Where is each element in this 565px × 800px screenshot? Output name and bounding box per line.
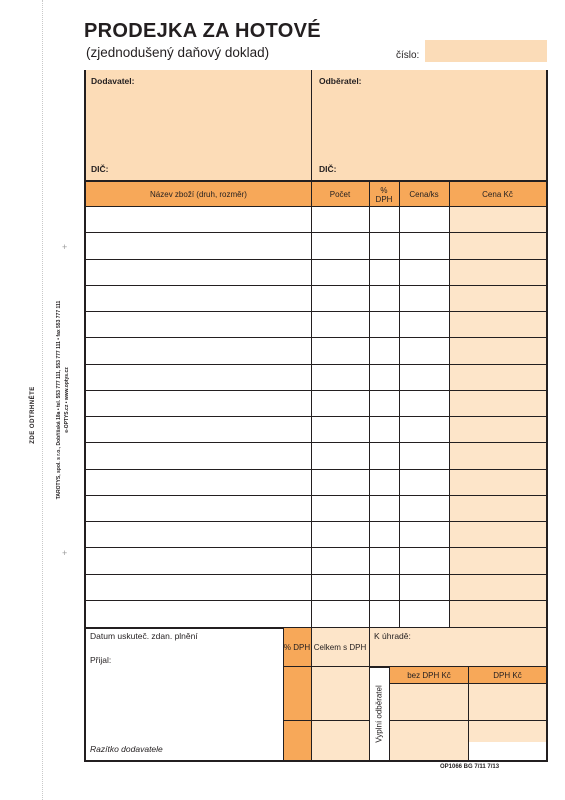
table-row[interactable] <box>86 601 546 627</box>
vendor-line: fax 553 777 111 <box>56 300 62 337</box>
divider <box>283 628 284 760</box>
net-amount-header: bez DPH Kč <box>390 667 468 683</box>
table-row[interactable] <box>86 470 546 496</box>
document-title: PRODEJKA ZA HOTOVÉ <box>84 20 321 42</box>
crop-mark: + <box>62 548 68 558</box>
vat-amount-field[interactable] <box>469 721 546 742</box>
table-row[interactable] <box>86 365 546 391</box>
document-number-field[interactable] <box>425 40 547 62</box>
customer-box[interactable] <box>312 70 546 182</box>
divider <box>311 720 369 721</box>
column-divider <box>369 182 370 627</box>
column-header-vat-pct: % DPH <box>375 185 393 204</box>
table-row[interactable] <box>86 338 546 364</box>
customer-fill-section <box>369 667 389 760</box>
table-row[interactable] <box>86 286 546 312</box>
divider <box>311 628 312 760</box>
table-row[interactable] <box>86 207 546 233</box>
table-row[interactable] <box>86 233 546 259</box>
table-row[interactable] <box>86 312 546 338</box>
net-amount-field[interactable] <box>390 684 468 720</box>
supplier-label: Dodavatel: <box>91 76 135 86</box>
supplier-dic-label: DIČ: <box>91 164 109 174</box>
table-row[interactable] <box>86 575 546 601</box>
divider <box>311 666 369 667</box>
received-label: Přijal: <box>90 655 112 665</box>
tax-date-label: Datum uskuteč. zdan. plnění <box>90 631 198 641</box>
table-row[interactable] <box>86 522 546 548</box>
table-row[interactable] <box>86 391 546 417</box>
vendor-line: tel. 553 777 111, 553 777 111 <box>56 341 62 408</box>
column-divider <box>399 182 400 627</box>
divider <box>283 666 311 667</box>
supplier-box[interactable] <box>86 70 312 182</box>
column-header-price: Cena Kč <box>482 190 513 199</box>
vendor-line: www.optys.cz <box>64 367 70 401</box>
column-header-quantity: Počet <box>329 190 351 199</box>
divider <box>283 720 311 721</box>
customer-label: Odběratel: <box>319 76 362 86</box>
column-header-unit-price: Cena/ks <box>409 190 439 199</box>
form-code: OP1066 BG 7/11 7/13 <box>440 764 500 770</box>
vendor-line: TAROTYS, spol. s r.o., Dobříšská 18a <box>56 411 62 500</box>
table-row[interactable] <box>86 417 546 443</box>
customer-fill-label: Vyplní odběratel <box>374 684 384 743</box>
document-subtitle: (zjednodušený daňový doklad) <box>86 45 270 60</box>
table-row[interactable] <box>86 548 546 574</box>
crop-mark: + <box>62 242 68 252</box>
table-row[interactable] <box>86 443 546 469</box>
customer-dic-label: DIČ: <box>319 164 337 174</box>
table-row[interactable] <box>86 260 546 286</box>
supplier-stamp-label: Razítko dodavatele <box>90 744 163 754</box>
amount-due-label: K úhradě: <box>374 631 411 641</box>
tear-here-label: ZDE ODTRHNĚTE <box>30 386 36 444</box>
vendor-imprint: TAROTYS, spol. s r.o., Dobříšská 18a • tel. 553 777 111, 553 777 111 • fax 553 777 111 e-OPTYS.cz • www.optys.cz <box>56 300 70 500</box>
total-with-vat-label: Celkem s DPH <box>313 642 367 652</box>
vendor-line: e-OPTYS.cz <box>64 404 70 433</box>
net-amount-field[interactable] <box>390 721 468 760</box>
vat-amount-header: DPH Kč <box>469 667 546 683</box>
column-header-item-name: Název zboží (druh, rozměr) <box>150 190 247 199</box>
table-row[interactable] <box>86 496 546 522</box>
vat-amount-field[interactable] <box>469 684 546 720</box>
column-divider <box>449 182 450 627</box>
number-label: číslo: <box>396 50 420 61</box>
vat-pct-label: % DPH <box>283 642 311 652</box>
column-divider <box>311 182 312 627</box>
